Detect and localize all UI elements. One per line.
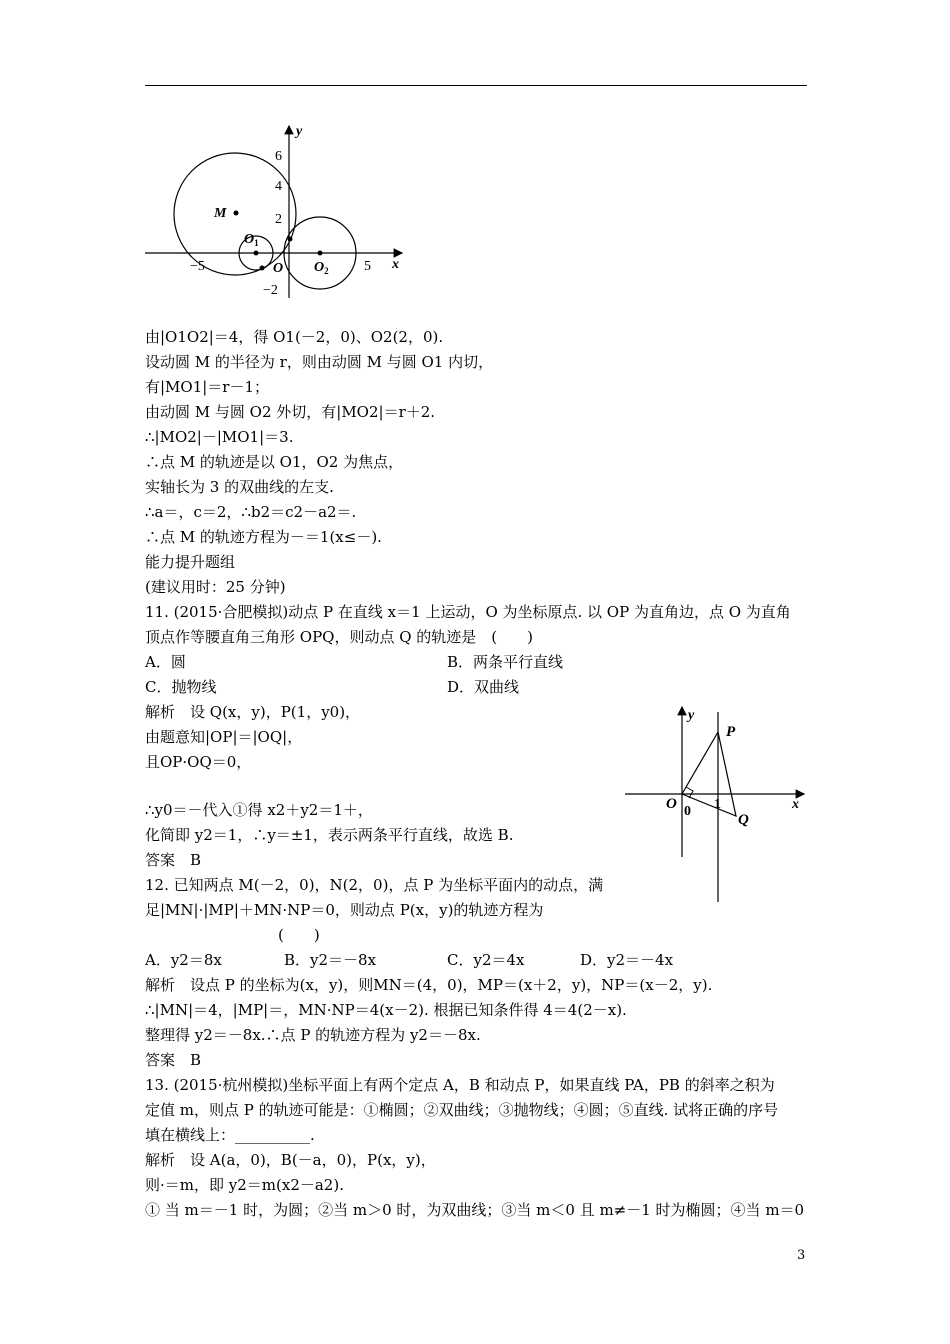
text-line-9: ∴点 M 的轨迹方程为－＝1(x≤－). — [145, 528, 382, 546]
label-q: Q — [738, 812, 749, 828]
label-zero: 0 — [684, 804, 691, 819]
q13-solution-3: ① 当 m＝－1 时，为圆；②当 m＞0 时，为双曲线；③当 m＜0 且 m≠－1 时为椭圆；④当 m＝0 — [145, 1201, 805, 1219]
q11-solution-5: 化简即 y2＝1，∴y＝±1，表示两条平行直线，故选 B. — [145, 826, 514, 844]
label-o2: $O_2$ — [314, 260, 329, 276]
q13-stem-1: 13. (2015·杭州模拟)坐标平面上有两个定点 A，B 和动点 P，如果直线 PA，PB 的斜率之积为 — [145, 1076, 775, 1094]
circles-figure — [140, 118, 410, 303]
q11-stem-2: 顶点作等腰直角三角形 OPQ，则动点 Q 的轨迹是 ( ) — [145, 628, 533, 646]
q11-option-a: A．圆 — [145, 653, 186, 671]
q12-answer: 答案 B — [145, 1051, 202, 1069]
x-axis-label: x — [392, 257, 399, 272]
q13-solution-1: 解析 设 A(a，0)，B(－a，0)，P(x，y)， — [145, 1151, 436, 1169]
q13-stem-2: 定值 m，则点 P 的轨迹可能是：①椭圆；②双曲线；③抛物线；④圆；⑤直线. 试将正确的序号 — [145, 1101, 779, 1119]
text-line-2: 设动圆 M 的半径为 r，则由动圆 M 与圆 O1 内切， — [145, 353, 494, 371]
q11-stem-1: 11. (2015·合肥模拟)动点 P 在直线 x＝1 上运动，O 为坐标原点. 以 OP 为直角边，点 O 为直角 — [145, 603, 791, 621]
y-axis-label: y — [296, 124, 303, 139]
q13-stem-3: 填在横线上：__________. — [145, 1126, 315, 1144]
tick-2: 2 — [275, 212, 282, 227]
q11-solution-3: 且OP·OQ＝0， — [145, 753, 252, 771]
q12-option-d: D．y2＝－4x — [580, 951, 674, 969]
tick-4: 4 — [275, 179, 282, 194]
q12-solution-1: 解析 设点 P 的坐标为(x，y)，则MN＝(4，0)，MP＝(x＋2，y)，NP＝(x－2，y). — [145, 976, 713, 994]
q12-option-a: A．y2＝8x — [145, 951, 222, 969]
point-m — [234, 211, 239, 216]
label-one: 1 — [714, 797, 721, 812]
q12-stem-2: 足|MN|·|MP|＋MN·NP＝0，则动点 P(x，y)的轨迹方程为 — [145, 901, 544, 919]
text-line-7: 实轴长为 3 的双曲线的左支. — [145, 478, 334, 496]
tick-neg5: −5 — [190, 259, 205, 274]
text-line-5: ∴|MO2|－|MO1|＝3. — [145, 428, 294, 446]
tick-6: 6 — [275, 149, 282, 164]
point-o1 — [254, 251, 259, 256]
x-axis-label: x — [792, 797, 799, 812]
text-line-6: ∴点 M 的轨迹是以 O1，O2 为焦点， — [145, 453, 404, 471]
point-tangent-1 — [260, 266, 265, 271]
label-o: O — [273, 261, 284, 276]
q11-option-b: B．两条平行直线 — [447, 653, 564, 671]
q11-solution-4: ∴y0＝－代入①得 x2＋y2＝1＋， — [145, 801, 373, 819]
suggested-time: (建议用时：25 分钟) — [145, 578, 286, 596]
q12-option-c: C．y2＝4x — [447, 951, 525, 969]
header-rule — [145, 85, 807, 86]
triangle-figure — [620, 702, 810, 907]
page-number: 3 — [797, 1248, 806, 1263]
label-m: M — [214, 206, 227, 221]
tick-neg2: −2 — [263, 283, 278, 298]
point-o2 — [318, 251, 323, 256]
text-line-3: 有|MO1|＝r－1； — [145, 378, 270, 396]
tick-5: 5 — [364, 259, 371, 274]
q12-bracket: ( ) — [278, 926, 320, 944]
q12-solution-3: 整理得 y2＝－8x.∴点 P 的轨迹方程为 y2＝－8x. — [145, 1026, 481, 1044]
q11-answer: 答案 B — [145, 851, 202, 869]
point-tangent-2 — [288, 237, 293, 242]
q12-stem-1: 12. 已知两点 M(－2，0)，N(2，0)，点 P 为坐标平面内的动点，满 — [145, 876, 604, 894]
text-line-4: 由动圆 M 与圆 O2 外切，有|MO2|＝r＋2. — [145, 403, 436, 421]
text-line-8: ∴a＝，c＝2，∴b2＝c2－a2＝. — [145, 503, 357, 521]
q11-option-c: C．抛物线 — [145, 678, 217, 696]
q11-option-d: D．双曲线 — [447, 678, 520, 696]
label-o: O — [666, 796, 677, 812]
q12-solution-2: ∴|MN|＝4，|MP|＝，MN·NP＝4(x－2). 根据已知条件得 4＝4(2－x). — [145, 1001, 627, 1019]
q13-solution-2: 则·＝m，即 y2＝m(x2－a2). — [145, 1176, 344, 1194]
q11-solution-2: 由题意知|OP|＝|OQ|， — [145, 728, 303, 746]
text-line-1: 由|O1O2|＝4，得 O1(－2，0)、O2(2，0). — [145, 328, 444, 346]
q11-solution-1: 解析 设 Q(x，y)，P(1，y0)， — [145, 703, 361, 721]
label-p: P — [726, 724, 736, 740]
y-axis-label: y — [688, 708, 695, 723]
section-heading: 能力提升题组 — [145, 553, 236, 571]
label-o1: $O_1$ — [244, 232, 259, 248]
q12-option-b: B．y2＝－8x — [284, 951, 377, 969]
